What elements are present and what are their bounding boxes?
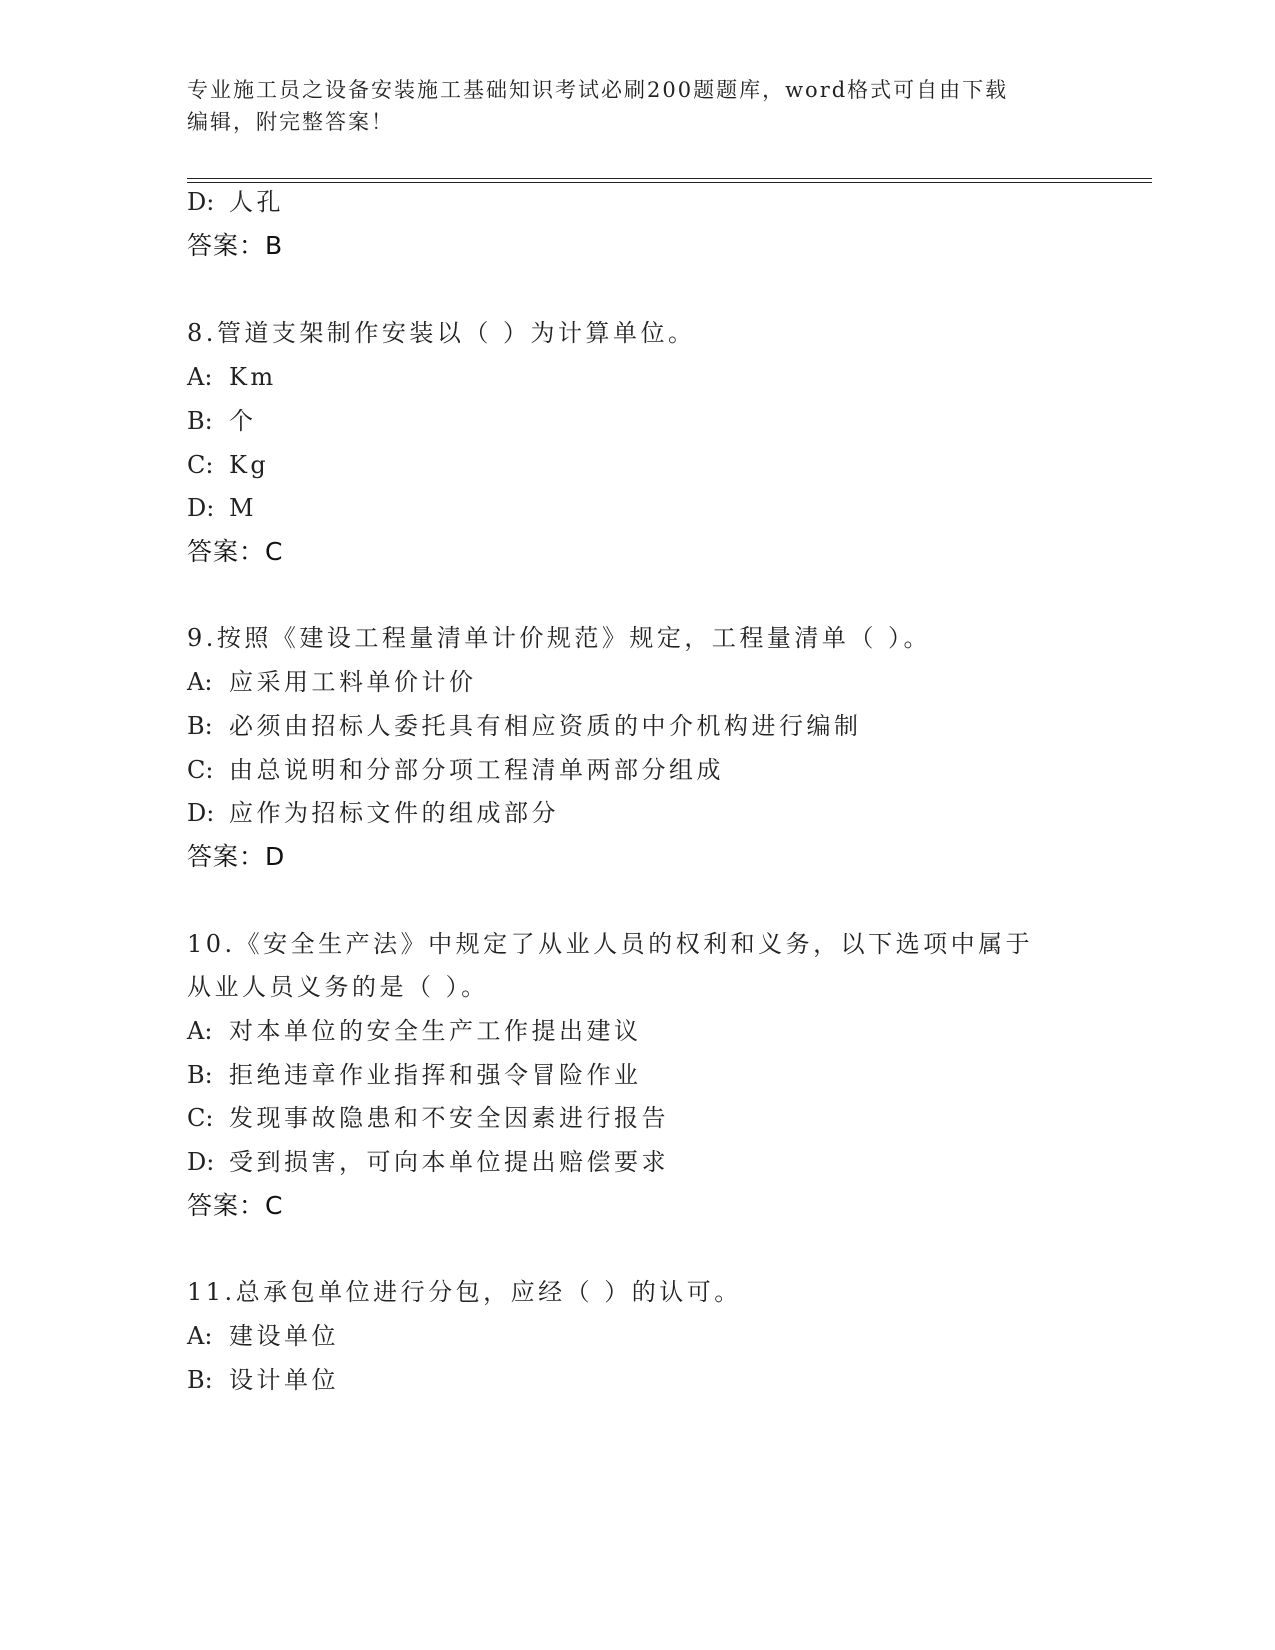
option-d: [187, 1146, 669, 1178]
option-label: D:: [187, 799, 215, 827]
option-label: D:: [187, 1148, 215, 1176]
option-text: 应作为招标文件的组成部分: [229, 799, 559, 827]
question-stem-10-line1: 10.《安全生产法》中规定了从业人员的权利和义务，以下选项中属于: [187, 930, 1034, 958]
question-stem-11: 11.总承包单位进行分包，应经（ ）的认可。: [187, 1278, 742, 1306]
header-divider-bottom: [187, 182, 1152, 183]
option-text: 对本单位的安全生产工作提出建议: [229, 1017, 642, 1045]
option-text: 建设单位: [229, 1322, 339, 1350]
answer-line: 答案：B: [187, 231, 284, 260]
option-label: C:: [187, 451, 214, 479]
option-label: A:: [187, 363, 213, 391]
header-divider-top: [187, 178, 1152, 179]
question-stem-9: 9.按照《建设工程量清单计价规范》规定，工程量清单（ ）。: [187, 624, 932, 652]
option-a: [187, 1015, 642, 1047]
option-b: [187, 1364, 339, 1396]
option-text: 必须由招标人委托具有相应资质的中介机构进行编制: [229, 712, 862, 740]
option-label: B:: [187, 1061, 213, 1089]
option-text: 人孔: [229, 188, 284, 216]
option-text: 由总说明和分部分项工程清单两部分组成: [229, 756, 724, 784]
option-text: Kg: [229, 451, 270, 479]
option-a: [187, 666, 477, 698]
option-label: B:: [187, 712, 213, 740]
option-d: [187, 492, 257, 524]
option-text: 设计单位: [229, 1366, 339, 1394]
option-c: [187, 1102, 669, 1134]
answer-line: 答案：D: [187, 842, 286, 871]
option-label: B:: [187, 407, 213, 435]
option-d: [187, 797, 559, 829]
option-label: A:: [187, 668, 213, 696]
answer-line: 答案：C: [187, 537, 284, 566]
option-d: [187, 186, 284, 218]
option-text: 拒绝违章作业指挥和强令冒险作业: [229, 1061, 642, 1089]
answer-line: 答案：C: [187, 1191, 284, 1220]
option-text: M: [229, 494, 258, 522]
header-title-line1: 专业施工员之设备安装施工基础知识考试必刷200题题库，word格式可自由下载: [187, 78, 1009, 102]
option-text: 应采用工料单价计价: [229, 668, 477, 696]
option-text: Km: [229, 363, 277, 391]
option-a: [187, 1320, 339, 1352]
option-text: 发现事故隐患和不安全因素进行报告: [229, 1104, 669, 1132]
option-c: [187, 449, 269, 481]
option-label: A:: [187, 1322, 213, 1350]
option-label: D:: [187, 188, 215, 216]
option-c: [187, 754, 724, 786]
option-label: D:: [187, 494, 215, 522]
header-title-line2: 编辑，附完整答案！: [187, 110, 394, 134]
option-b: [187, 1059, 642, 1091]
option-text: 受到损害，可向本单位提出赔偿要求: [229, 1148, 669, 1176]
option-label: C:: [187, 756, 214, 784]
option-a: [187, 361, 277, 393]
option-b: [187, 405, 257, 437]
option-b: [187, 710, 862, 742]
option-label: B:: [187, 1366, 213, 1394]
option-label: A:: [187, 1017, 213, 1045]
question-stem-8: 8.管道支架制作安装以（ ）为计算单位。: [187, 319, 696, 347]
question-stem-10-line2: 从业人员义务的是（ ）。: [187, 973, 489, 1001]
option-label: C:: [187, 1104, 214, 1132]
document-header: [187, 74, 1067, 138]
option-text: 个: [229, 407, 257, 435]
